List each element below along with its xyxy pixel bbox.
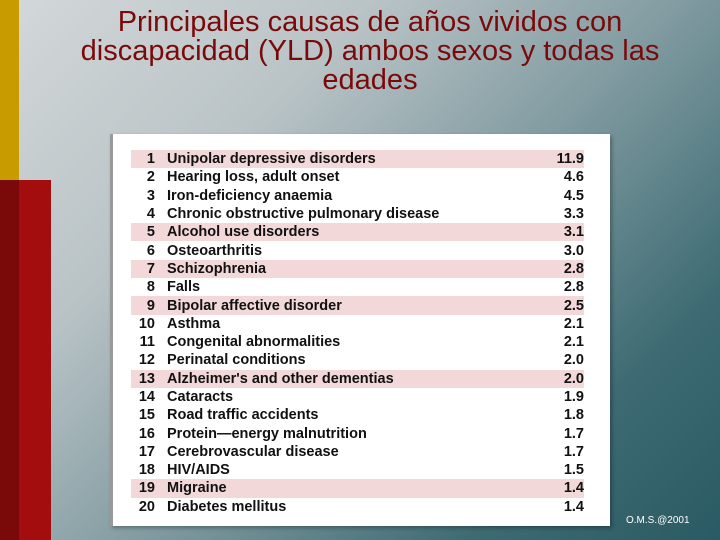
row-value: 1.4 — [563, 480, 584, 497]
row-cause: Congenital abnormalities — [167, 334, 341, 351]
table-row — [131, 223, 584, 241]
table-row — [131, 498, 584, 516]
row-value: 4.6 — [563, 169, 584, 186]
row-cause: Alzheimer's and other dementias — [167, 370, 394, 387]
table-row — [131, 315, 584, 333]
row-value: 1.7 — [563, 443, 584, 460]
row-value: 1.5 — [563, 462, 584, 479]
row-rank: 18 — [138, 462, 155, 479]
row-cause: Hearing loss, adult onset — [167, 169, 340, 186]
row-rank: 7 — [146, 260, 155, 277]
row-value: 1.4 — [563, 498, 584, 515]
row-value: 3.3 — [563, 206, 584, 223]
table-row — [131, 370, 584, 388]
row-rank: 4 — [146, 206, 155, 223]
row-cause: Alcohol use disorders — [167, 224, 320, 241]
row-cause: Protein—energy malnutrition — [167, 425, 367, 442]
row-rank: 9 — [146, 297, 155, 314]
row-value: 2.0 — [563, 370, 584, 387]
decorative-stripe-dark-red — [0, 180, 19, 540]
row-cause: Schizophrenia — [167, 260, 267, 277]
table-row — [131, 278, 584, 296]
table-row — [131, 406, 584, 424]
row-cause: Iron-deficiency anaemia — [167, 187, 333, 204]
row-value: 1.9 — [563, 389, 584, 405]
row-rank: 8 — [146, 279, 155, 296]
row-value: 1.8 — [563, 407, 584, 424]
table-row — [131, 461, 584, 479]
table-row — [131, 260, 584, 278]
row-rank: 15 — [138, 407, 155, 424]
row-cause: Diabetes mellitus — [167, 498, 287, 515]
row-cause: Unipolar depressive disorders — [167, 151, 376, 168]
table-body — [131, 150, 584, 516]
row-value: 2.1 — [563, 334, 584, 351]
row-rank: 2 — [146, 169, 155, 186]
row-cause: Cerebrovascular disease — [167, 443, 339, 460]
row-rank: 16 — [138, 425, 155, 442]
row-rank: 3 — [146, 187, 155, 204]
row-value: 3.0 — [563, 242, 584, 259]
row-cause: Bipolar affective disorder — [167, 297, 342, 314]
row-cause: Osteoarthritis — [167, 242, 263, 259]
yld-table — [110, 134, 610, 526]
table-row — [131, 187, 584, 205]
table-row — [131, 241, 584, 259]
row-value: 3.1 — [563, 224, 584, 241]
row-rank: 1 — [146, 151, 155, 168]
row-value: 2.1 — [563, 315, 584, 332]
row-rank: 10 — [138, 315, 155, 332]
table-row — [131, 443, 584, 461]
decorative-block-red — [19, 180, 51, 540]
row-rank: 20 — [138, 498, 155, 515]
table-row — [131, 333, 584, 351]
row-rank: 6 — [146, 242, 155, 259]
row-rank: 11 — [139, 334, 155, 351]
table-row — [131, 168, 584, 186]
row-value: 11.9 — [556, 151, 584, 168]
row-value: 1.7 — [563, 425, 584, 442]
row-cause: Perinatal conditions — [167, 352, 306, 369]
table-row — [131, 351, 584, 369]
row-rank: 17 — [138, 443, 155, 460]
row-cause: Chronic obstructive pulmonary disease — [167, 206, 440, 223]
table-row — [131, 150, 584, 168]
source-credit: O.M.S.@2001 — [626, 515, 690, 526]
table-row — [131, 296, 584, 314]
table-row — [131, 424, 584, 442]
row-rank: 5 — [146, 224, 155, 241]
table-row — [131, 479, 584, 497]
row-rank: 13 — [138, 370, 155, 387]
decorative-stripe-gold — [0, 0, 19, 180]
row-value: 2.0 — [563, 352, 584, 369]
row-value: 4.5 — [563, 187, 584, 204]
row-cause: Migraine — [167, 480, 227, 497]
row-value: 2.8 — [563, 260, 584, 277]
row-value: 2.8 — [563, 279, 584, 296]
table-row — [131, 205, 584, 223]
table-row — [131, 388, 584, 406]
row-cause: Asthma — [167, 315, 221, 332]
row-cause: Falls — [167, 279, 201, 296]
row-cause: HIV/AIDS — [167, 462, 230, 479]
row-rank: 14 — [138, 389, 155, 405]
row-rank: 19 — [138, 480, 155, 497]
row-value: 2.5 — [563, 297, 584, 314]
row-rank: 12 — [138, 352, 155, 369]
slide-title: Principales causas de años vividos con discapacidad (YLD) ambos sexos y todas las edades — [80, 6, 660, 96]
row-cause: Road traffic accidents — [167, 407, 319, 424]
row-cause: Cataracts — [167, 389, 234, 405]
